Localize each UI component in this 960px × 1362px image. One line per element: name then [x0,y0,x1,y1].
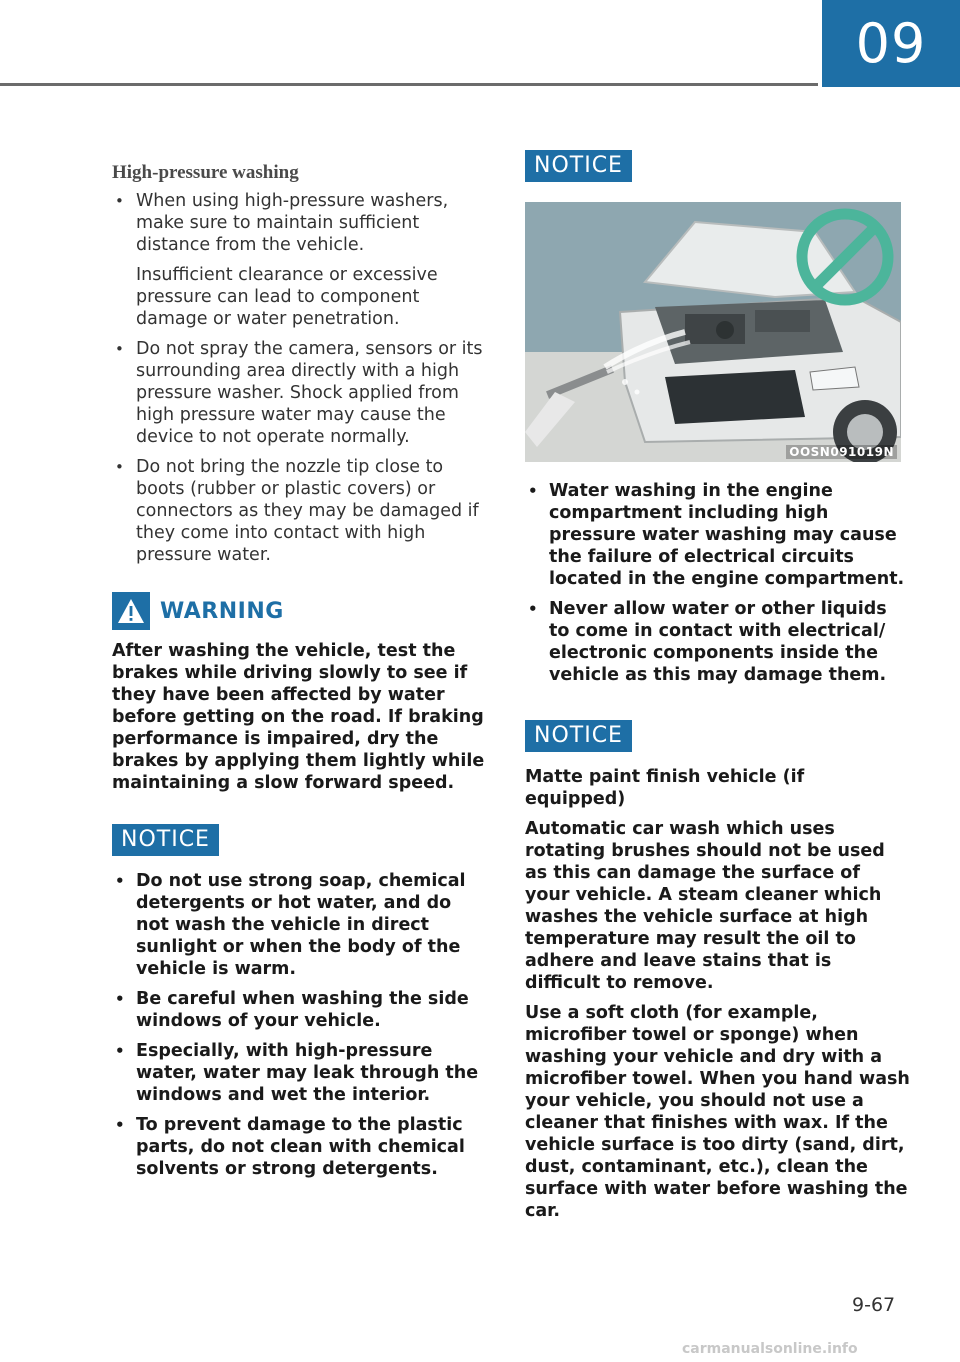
list-item-extra: Insufficient clearance or excessive pressure can lead to component damage or water penetration. [136,265,438,329]
notice-badge: NOTICE [112,824,219,856]
right-column [525,150,910,1230]
page-number: 9-67 [852,1294,896,1316]
notice-paragraph: Automatic car wash which uses rotating brushes should not be used as this can damage the surface of your vehicle. A steam cleaner which washes the vehicle surface at high temperature may result the oil to adhere and leave stains that is difficult to remove. [525,819,885,993]
notice-title: Matte paint finish vehicle (if equipped) [525,767,805,809]
warning-text: After washing the vehicle, test the brakes while driving slowly to see if they have been affected by water before getting on the road. If braking performance is impaired, dry the brakes by applying them lightly while maintaining a slow forward speed. [112,641,485,793]
notice-badge: NOTICE [525,150,632,182]
list-item-text: When using high-pressure washers, make sure to maintain sufficient distance from the vehicle. [136,191,449,255]
list-item: • Do not spray the camera, sensors or its surrounding area directly with a high pressure washer. Shock applied from high pressure water may cause the device to not operate normally. [112,338,490,448]
washing-bullet-list [112,190,490,566]
list-item: • Never allow water or other liquids to come in contact with electrical/ electronic components inside the vehicle as this may damage them. [525,598,910,686]
notice-bullet-list [525,480,910,686]
warning-triangle-icon [112,592,150,630]
list-item: • Do not use strong soap, chemical detergents or hot water, and do not wash the vehicle in direct sunlight or when the body of the vehicle is warm. [112,870,490,980]
left-column [112,150,490,1188]
chapter-number: 09 [855,12,927,75]
engine-wash-illustration [525,202,901,462]
list-item: • Water washing in the engine compartment including high pressure water washing may cause the failure of electrical circuits located in the engine compartment. [525,480,910,590]
list-item [112,190,490,330]
list-item: • Do not bring the nozzle tip close to boots (rubber or plastic covers) or connectors as they may be damaged if they come into contact with high pressure water. [112,456,490,566]
section-heading: High-pressure washing [112,162,299,183]
header-rule [0,83,818,86]
list-item: • Especially, with high-pressure water, water may leak through the windows and wet the interior. [112,1040,490,1106]
warning-header [112,592,490,630]
engine-wash-photo [525,202,901,462]
list-item: • To prevent damage to the plastic parts, do not clean with chemical solvents or strong detergents. [112,1114,490,1180]
chapter-tab [822,0,960,87]
list-item: • Be careful when washing the side windows of your vehicle. [112,988,490,1032]
notice-badge: NOTICE [525,720,632,752]
image-code: OOSN091019N [786,445,897,459]
watermark: carmanualsonline.info [682,1341,858,1357]
notice-paragraph: Use a soft cloth (for example, microfiber towel or sponge) when washing your vehicle and dry with a microfiber towel. When you hand wash your vehicle, you should not use a cleaner that finishes with wax. If the vehicle surface is too dirty (sand, dirt, dust, contaminant, etc.), clean the surface with water before washing the car. [525,1003,910,1221]
warning-title: WARNING [160,598,284,624]
notice-bullet-list [112,870,490,1180]
